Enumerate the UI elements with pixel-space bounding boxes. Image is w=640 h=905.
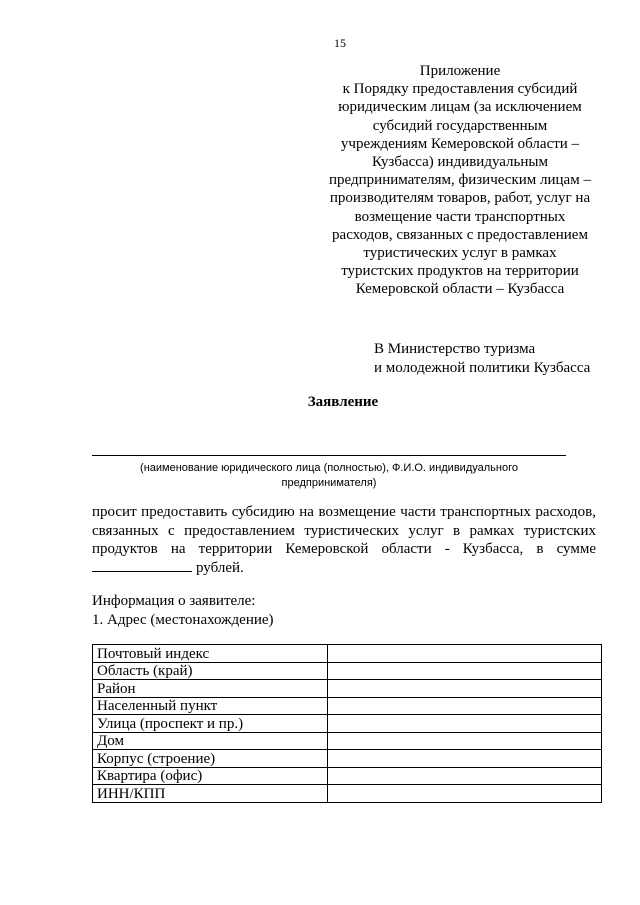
applicant-name-field[interactable] — [92, 455, 566, 456]
row-value[interactable] — [328, 645, 602, 663]
appendix-line: предпринимателям, физическим лицам – — [329, 172, 591, 189]
request-line-1: просит предоставить субсидию на возмещение части транспортных расходов, — [92, 504, 596, 520]
table-row — [93, 750, 602, 768]
row-label: Район — [93, 680, 328, 698]
appendix-line: учреждениям Кемеровской области – — [340, 135, 580, 152]
table-row — [93, 767, 602, 785]
document-title: Заявление — [307, 394, 379, 410]
request-line-3: продуктов на территории Кемеровской области - Кузбасса, в сумме — [92, 541, 596, 557]
row-label: Улица (проспект и пр.) — [93, 715, 328, 733]
table-row — [93, 662, 602, 680]
caption-line-1: (наименование юридического лица (полностью), Ф.И.О. индивидуального — [140, 462, 518, 474]
appendix-line: возмещение части транспортных — [354, 208, 566, 225]
row-label: Корпус (строение) — [93, 750, 328, 768]
row-value[interactable] — [328, 785, 602, 803]
row-label: ИНН/КПП — [93, 785, 328, 803]
row-label: Область (край) — [93, 662, 328, 680]
row-label: Населенный пункт — [93, 697, 328, 715]
appendix-line: субсидий государственным — [372, 117, 548, 134]
row-value[interactable] — [328, 680, 602, 698]
amount-suffix: рублей. — [196, 559, 244, 576]
amount-field[interactable] — [92, 559, 192, 572]
appendix-header — [310, 62, 610, 299]
row-value[interactable] — [328, 767, 602, 785]
appendix-line: туристских продуктов на территории — [341, 263, 579, 280]
info-heading: Информация о заявителе: — [92, 593, 256, 609]
appendix-line: юридическим лицам (за исключением — [338, 99, 582, 116]
applicant-info — [92, 592, 274, 629]
table-row — [93, 785, 602, 803]
request-line-2: связанных с предоставлением туристических услуг в рамках туристских — [92, 522, 596, 539]
address-table — [92, 644, 602, 803]
row-label: Дом — [93, 732, 328, 750]
appendix-line: Кузбасса) индивидуальным — [372, 154, 548, 171]
request-paragraph — [92, 503, 596, 577]
addressee-line-2: и молодежной политики Кузбасса — [374, 359, 591, 376]
appendix-line: производителям товаров, работ, услуг на — [329, 190, 591, 207]
addressee-line-1: В Министерство туризма — [374, 341, 536, 357]
row-value[interactable] — [328, 732, 602, 750]
row-label: Квартира (офис) — [93, 767, 328, 785]
table-row — [93, 697, 602, 715]
table-row — [93, 715, 602, 733]
appendix-line: к Порядку предоставления субсидий — [342, 81, 578, 98]
row-label: Почтовый индекс — [93, 645, 328, 663]
table-row — [93, 680, 602, 698]
caption-line-2: предпринимателя) — [281, 477, 377, 489]
row-value[interactable] — [328, 662, 602, 680]
page-number: 15 — [334, 36, 346, 50]
table-row — [93, 732, 602, 750]
row-value[interactable] — [328, 750, 602, 768]
request-line-4 — [92, 559, 596, 578]
addressee — [374, 340, 590, 377]
row-value[interactable] — [328, 715, 602, 733]
appendix-line: Приложение — [419, 63, 501, 79]
appendix-line: туристических услуг в рамках — [363, 245, 557, 262]
applicant-name-caption — [92, 461, 566, 491]
appendix-line: расходов, связанных с предоставлением — [332, 226, 588, 243]
table-row — [93, 645, 602, 663]
appendix-line: Кемеровской области – Кузбасса — [355, 281, 565, 298]
info-subheading: 1. Адрес (местонахождение) — [92, 611, 274, 628]
row-value[interactable] — [328, 697, 602, 715]
